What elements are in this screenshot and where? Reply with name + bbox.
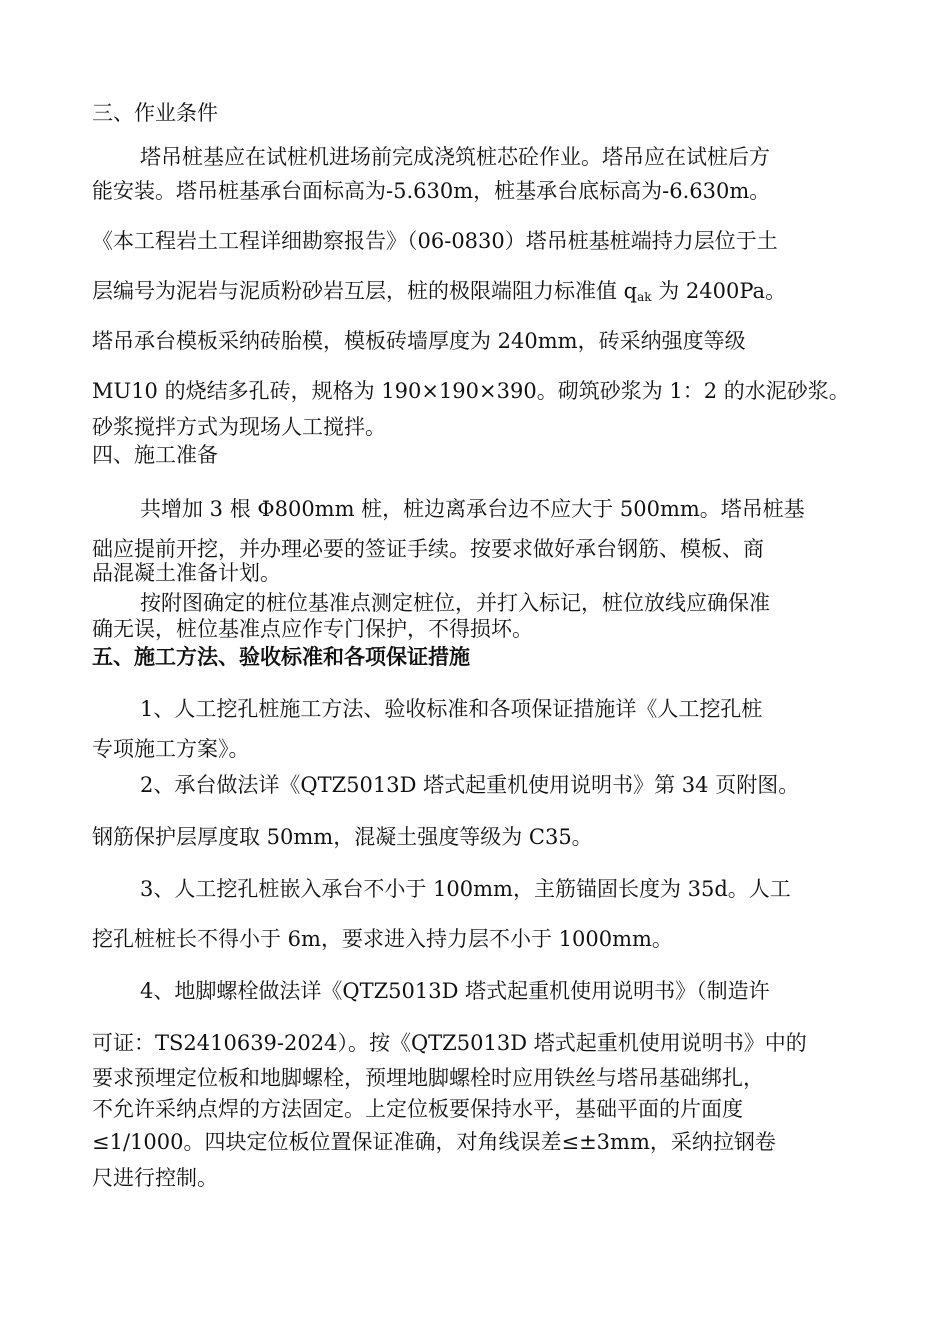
- section5-heading: 五、施工方法、验收标准和各项保证措施: [92, 644, 470, 669]
- section4-line-4: 按附图确定的桩位基准点测定桩位，并打入标记，桩位放线应确保准: [140, 591, 770, 615]
- section3-line-7: 砂浆搅拌方式为现场人工搅拌。: [92, 415, 386, 439]
- section5-line-9: 要求预埋定位板和地脚螺栓，预埋地脚螺栓时应用铁丝与塔吊基础绑扎，: [92, 1066, 764, 1090]
- section5-line-3: 2、承台做法详《QTZ5013D 塔式起重机使用说明书》第 34 页附图。: [140, 773, 800, 797]
- section3-line-4: [92, 277, 786, 311]
- section4-heading: 四、施工准备: [92, 443, 218, 467]
- section4-line-1: 共增加 3 根 Φ800mm 桩，桩边离承台边不应大于 500mm。塔吊桩基: [140, 497, 805, 521]
- section5-line-11: ≤1/1000。四块定位板位置保证准确，对角线误差≤±3mm，采纳拉钢卷: [92, 1130, 776, 1154]
- section5-line-4: 钢筋保护层厚度取 50mm，混凝土强度等级为 C35。: [92, 825, 593, 849]
- section4-line-3: 品混凝土准备计划。: [92, 561, 281, 585]
- subscript-ak: ak: [637, 290, 652, 304]
- section3-line-5: 塔吊承台模板采纳砖胎模，模板砖墙厚度为 240mm，砖采纳强度等级: [92, 329, 746, 353]
- section5-line-6: 挖孔桩桩长不得小于 6m，要求进入持力层不小于 1000mm。: [92, 927, 673, 951]
- section5-line-5: 3、人工挖孔桩嵌入承台不小于 100mm，主筋锚固长度为 35d。人工: [140, 877, 791, 901]
- section3-line-1: 塔吊桩基应在试桩机进场前完成浇筑桩芯砼作业。塔吊应在试桩后方: [140, 145, 770, 169]
- section3-line-3: 《本工程岩土工程详细勘察报告》（06-0830）塔吊桩基桩端持力层位于土: [92, 229, 778, 253]
- section5-line-2: 专项施工方案》。: [92, 737, 250, 761]
- section5-line-7: 4、地脚螺栓做法详《QTZ5013D 塔式起重机使用说明书》（制造许: [140, 979, 770, 1003]
- section5-line-10: 不允许采纳点焊的方法固定。上定位板要保持水平，基础平面的片面度: [92, 1097, 743, 1121]
- section5-line-1: 1、人工挖孔桩施工方法、验收标准和各项保证措施详《人工挖孔桩: [140, 697, 763, 721]
- section3-line-4-value: 为 2400Pa。: [651, 279, 787, 303]
- section5-line-12: 尺进行控制。: [92, 1166, 218, 1190]
- section3-heading: 三、作业条件: [92, 101, 218, 125]
- section4-line-2: 础应提前开挖，并办理必要的签证手续。按要求做好承台钢筋、模板、商: [92, 537, 764, 561]
- section5-line-8: 可证：TS2410639-2024）。按《QTZ5013D 塔式起重机使用说明书》中的: [92, 1031, 807, 1055]
- section3-line-2: 能安装。塔吊桩基承台面标高为-5.630m，桩基承台底标高为-6.630m。: [92, 179, 771, 203]
- section4-line-5: 确无误，桩位基准点应作专门保护，不得损坏。: [92, 617, 533, 641]
- section3-line-4-text: 层编号为泥岩与泥质粉砂岩互层，桩的极限端阻力标准值 q: [92, 279, 638, 303]
- section3-line-6: MU10 的烧结多孔砖，规格为 190×190×390。砌筑砂浆为 1：2 的水泥砂浆。: [92, 379, 850, 403]
